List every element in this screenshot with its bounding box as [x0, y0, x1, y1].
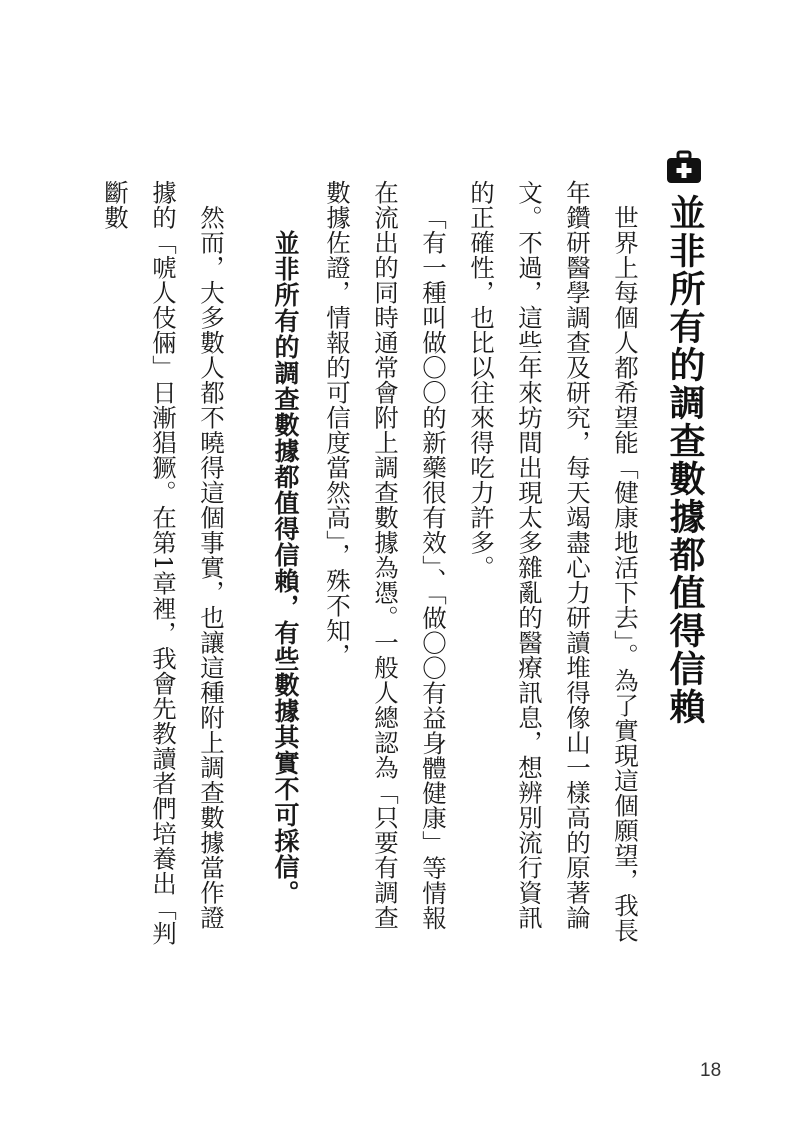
page-number: 18	[700, 1060, 722, 1081]
first-aid-kit-icon	[666, 150, 702, 184]
section-title-block	[662, 150, 706, 726]
section-title: 並非所有的調查數據都值得信賴	[664, 194, 705, 726]
bold-subheading: 並非所有的調查數據都值得信賴，有些數據其實不可採信。	[271, 230, 300, 906]
paragraph-1: 世界上每個人都希望能「健康地活下去」。為了實現這個願望，我長年鑽研醫學調查及研究，每天竭盡心力研讀堆得像山一樣高的原著論文。不過，這些年來坊間出現太多雜亂的醫療訊息，想辨別流行資訊的正確性，也比以往來得吃力許多。	[467, 180, 640, 943]
paragraph-2: 「有一種叫做〇〇的新藥很有效」、「做〇〇有益身體健康」等情報在流出的同時通常會附上調查數據為憑。一般人總認為「只要有調查數據佐證，情報的可信度當然高」，殊不知，	[323, 180, 448, 930]
body-text	[91, 180, 649, 950]
paragraph-3: 然而，大多數人都不曉得這個事實，也讓這種附上調查數據當作證據的「唬人伎倆」日漸猖獗。在第1章裡，我會先教讀者們培養出「判斷數	[101, 180, 226, 947]
